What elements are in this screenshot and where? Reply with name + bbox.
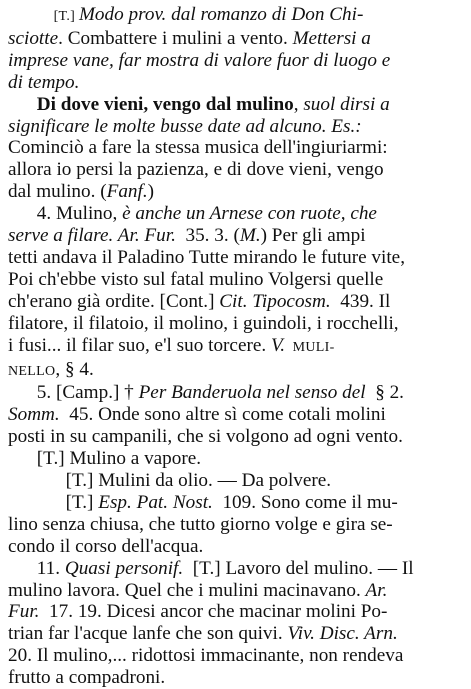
body-text: 35. 3. ( bbox=[175, 225, 240, 247]
text-line bbox=[8, 514, 465, 536]
text-line bbox=[8, 492, 465, 514]
italic-text: Fanf. bbox=[106, 181, 148, 203]
italic-text: di tempo. bbox=[8, 71, 80, 93]
text-line bbox=[8, 291, 465, 313]
body-text: 5. [Camp.] † bbox=[8, 382, 139, 404]
text-line bbox=[8, 181, 465, 203]
text-line bbox=[8, 313, 465, 335]
italic-text: Quasi personif. bbox=[64, 557, 184, 579]
body-text: mulino lavora. Quel che i mulini macinavano. bbox=[8, 579, 366, 601]
text-line bbox=[8, 203, 465, 225]
body-text: ch'erano già ordite. [Cont.] bbox=[8, 290, 220, 312]
text-line bbox=[8, 335, 465, 359]
body-text: filatore, il filatoio, il molino, i guindoli, i rocchelli, bbox=[8, 312, 399, 334]
text-line bbox=[8, 645, 465, 667]
italic-text: imprese vane, far mostra di valore fuor di luogo e bbox=[8, 49, 391, 71]
italic-text: Modo prov. dal romanzo di Don Chi- bbox=[78, 4, 364, 25]
body-text: dal mulino. ( bbox=[8, 181, 107, 203]
text-line bbox=[8, 50, 465, 72]
text-line bbox=[8, 667, 465, 689]
italic-text: Ar. bbox=[365, 579, 388, 601]
text-line bbox=[8, 269, 465, 291]
smallcaps-text: [T.] bbox=[8, 9, 79, 24]
text-line bbox=[8, 94, 465, 116]
body-text: allora io persi la pazienza, e di dove vieni, vengo bbox=[8, 159, 384, 181]
text-line bbox=[8, 225, 465, 247]
text-line bbox=[8, 359, 465, 383]
text-line bbox=[8, 623, 465, 645]
italic-text: Per Banderuola nel senso del bbox=[138, 382, 366, 404]
body-text: . Combattere i mulini a vento. bbox=[58, 27, 293, 49]
text-line bbox=[8, 382, 465, 404]
text-line bbox=[8, 558, 465, 580]
body-text: [T.] Mulino a vapore. bbox=[8, 448, 202, 470]
text-line bbox=[8, 536, 465, 558]
body-text: 439. Il bbox=[330, 290, 391, 312]
text-line bbox=[8, 28, 465, 50]
italic-text: suol dirsi a bbox=[303, 93, 390, 115]
text-line bbox=[8, 580, 465, 602]
italic-text: Somm. bbox=[8, 404, 60, 426]
body-text: condo il corso dell'acqua. bbox=[8, 535, 204, 557]
body-text: 109. Sono come il mu- bbox=[212, 491, 398, 513]
text-line bbox=[8, 116, 465, 138]
text-line bbox=[8, 426, 465, 448]
body-text: posti in su campanili, che si volgono ad ogni vento. bbox=[8, 426, 403, 448]
body-text: [T.] Mulini da olio. — Da polvere. bbox=[8, 470, 332, 492]
italic-text: Cit. Tipocosm. bbox=[219, 290, 331, 312]
italic-text: M. bbox=[239, 225, 261, 247]
text-line bbox=[8, 159, 465, 181]
body-text: trian far l'acque lanfe che son quivi. bbox=[8, 623, 288, 645]
body-text: 45. Onde sono altre sì come cotali molini bbox=[59, 404, 386, 426]
text-line bbox=[8, 470, 465, 492]
body-text: tetti andava il Paladino Tutte mirando le future vite, bbox=[8, 246, 405, 268]
body-text: 20. Il mulino,... ridottosi immacinante, non rendeva bbox=[8, 645, 404, 667]
italic-text: Esp. Pat. Nost. bbox=[98, 491, 213, 513]
body-text: Poi ch'ebbe visto sul fatal mulino Volgersi quelle bbox=[8, 268, 384, 290]
italic-text: serve a filare. Ar. Fur. bbox=[8, 225, 176, 247]
body-text: ) Per gli ampi bbox=[260, 225, 366, 247]
smallcaps-text: MULI- bbox=[285, 339, 335, 355]
body-text: § 2. bbox=[365, 382, 404, 404]
body-text: lino senza chiusa, che tutto giorno volge e gira se- bbox=[8, 513, 393, 535]
smallcaps-text: NELLO bbox=[8, 363, 56, 379]
text-line bbox=[8, 4, 465, 28]
text-line bbox=[8, 601, 465, 623]
body-text: , bbox=[293, 93, 304, 115]
body-text: Cominciò a fare la stessa musica dell'ingiuriarmi: bbox=[8, 137, 388, 159]
text-line bbox=[8, 247, 465, 269]
text-line bbox=[8, 137, 465, 159]
italic-text: V. bbox=[270, 334, 286, 356]
italic-text: Mettersi a bbox=[292, 27, 371, 49]
italic-text: significare le molte busse date ad alcuno. Es.: bbox=[8, 115, 362, 137]
body-text: [T.] Lavoro del mulino. — Il bbox=[183, 557, 414, 579]
text-line bbox=[8, 72, 465, 94]
text-line bbox=[8, 448, 465, 470]
body-text: [T.] bbox=[8, 491, 99, 513]
italic-text: Fur. bbox=[8, 601, 40, 623]
body-text: 4. Mulino, bbox=[8, 203, 123, 225]
text-line bbox=[8, 404, 465, 426]
body-text: ) bbox=[147, 181, 155, 203]
body-text: 11. bbox=[8, 557, 65, 579]
body-text: frutto a compadroni. bbox=[8, 667, 166, 689]
italic-text: è anche un Arnese con ruote, che bbox=[122, 203, 377, 225]
body-text: 17. 19. Dicesi ancor che macinar molini Po- bbox=[39, 601, 388, 623]
body-text: , § 4. bbox=[55, 358, 94, 380]
italic-text: Viv. Disc. Arn. bbox=[287, 623, 398, 645]
italic-text: sciotte bbox=[8, 27, 59, 49]
bold-headword: Di dove vieni, vengo dal mulino bbox=[8, 93, 294, 115]
body-text: i fusi... il filar suo, e'l suo torcere. bbox=[8, 334, 271, 356]
